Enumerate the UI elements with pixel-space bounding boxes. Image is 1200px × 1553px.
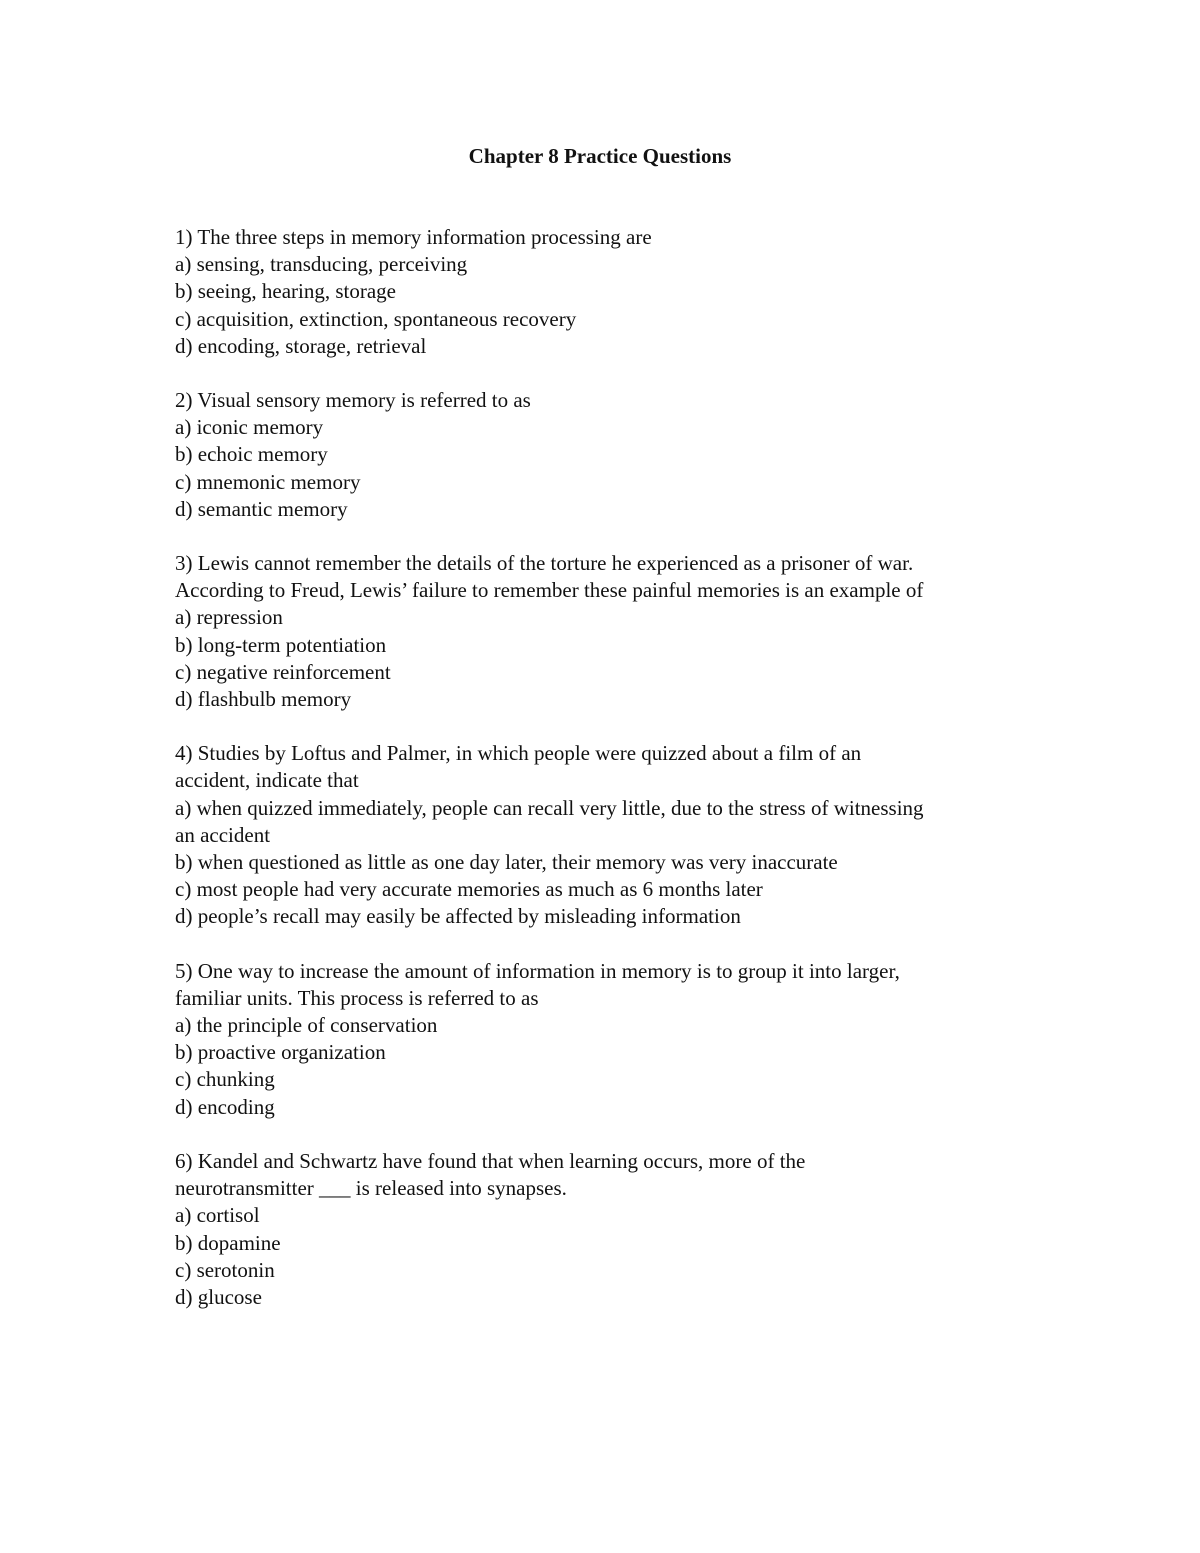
answer-option-d: d) encoding, storage, retrieval <box>175 333 427 358</box>
question-5 <box>175 958 1045 1121</box>
answer-option-d: d) flashbulb memory <box>175 687 352 712</box>
answer-option-a: a) sensing, transducing, perceiving <box>175 252 468 277</box>
answer-option-c: c) serotonin <box>175 1257 275 1282</box>
question-1 <box>175 224 1045 360</box>
question-text: 5) One way to increase the amount of information in memory is to group it into larger, <box>175 958 900 983</box>
question-text-continued: According to Freud, Lewis’ failure to remember these painful memories is an example of <box>175 578 924 603</box>
answer-option-a: a) when quizzed immediately, people can recall very little, due to the stress of witnessing <box>175 795 924 820</box>
question-2 <box>175 387 1045 523</box>
question-text-continued: accident, indicate that <box>175 768 359 793</box>
question-text: 1) The three steps in memory information processing are <box>175 225 652 249</box>
question-text-continued: familiar units. This process is referred to as <box>175 985 539 1010</box>
answer-option-a: a) cortisol <box>175 1203 260 1228</box>
question-text: 6) Kandel and Schwartz have found that when learning occurs, more of the <box>175 1148 806 1173</box>
question-4 <box>175 740 1045 930</box>
answer-option-b: b) proactive organization <box>175 1040 386 1065</box>
answer-option-a-continued: an accident <box>175 822 271 847</box>
answer-option-c: c) most people had very accurate memories as much as 6 months later <box>175 877 763 902</box>
answer-option-b: b) dopamine <box>175 1230 281 1255</box>
answer-option-d: d) people’s recall may easily be affected by misleading information <box>175 904 741 929</box>
question-text: 4) Studies by Loftus and Palmer, in which people were quizzed about a film of an <box>175 741 862 766</box>
answer-option-a: a) the principle of conservation <box>175 1013 438 1038</box>
answer-option-a: a) iconic memory <box>175 415 324 440</box>
answer-option-a: a) repression <box>175 605 283 630</box>
answer-option-b: b) echoic memory <box>175 442 328 467</box>
question-text: 2) Visual sensory memory is referred to as <box>175 388 531 413</box>
question-6 <box>175 1148 1045 1311</box>
answer-option-d: d) encoding <box>175 1094 275 1119</box>
answer-option-c: c) negative reinforcement <box>175 659 391 684</box>
answer-option-d: d) glucose <box>175 1284 262 1309</box>
answer-option-c: c) mnemonic memory <box>175 469 361 494</box>
answer-option-d: d) semantic memory <box>175 496 348 521</box>
answer-option-b: b) seeing, hearing, storage <box>175 279 397 304</box>
question-3 <box>175 550 1045 713</box>
answer-option-b: b) when questioned as little as one day later, their memory was very inaccurate <box>175 850 838 875</box>
answer-option-b: b) long-term potentiation <box>175 632 387 657</box>
document-title: Chapter 8 Practice Questions <box>468 144 732 168</box>
questions-list <box>175 224 1045 1338</box>
question-text-continued: neurotransmitter ___ is released into synapses. <box>175 1176 567 1201</box>
question-text: 3) Lewis cannot remember the details of the torture he experienced as a prisoner of war. <box>175 551 914 576</box>
answer-option-c: c) acquisition, extinction, spontaneous recovery <box>175 306 577 331</box>
answer-option-c: c) chunking <box>175 1067 275 1092</box>
